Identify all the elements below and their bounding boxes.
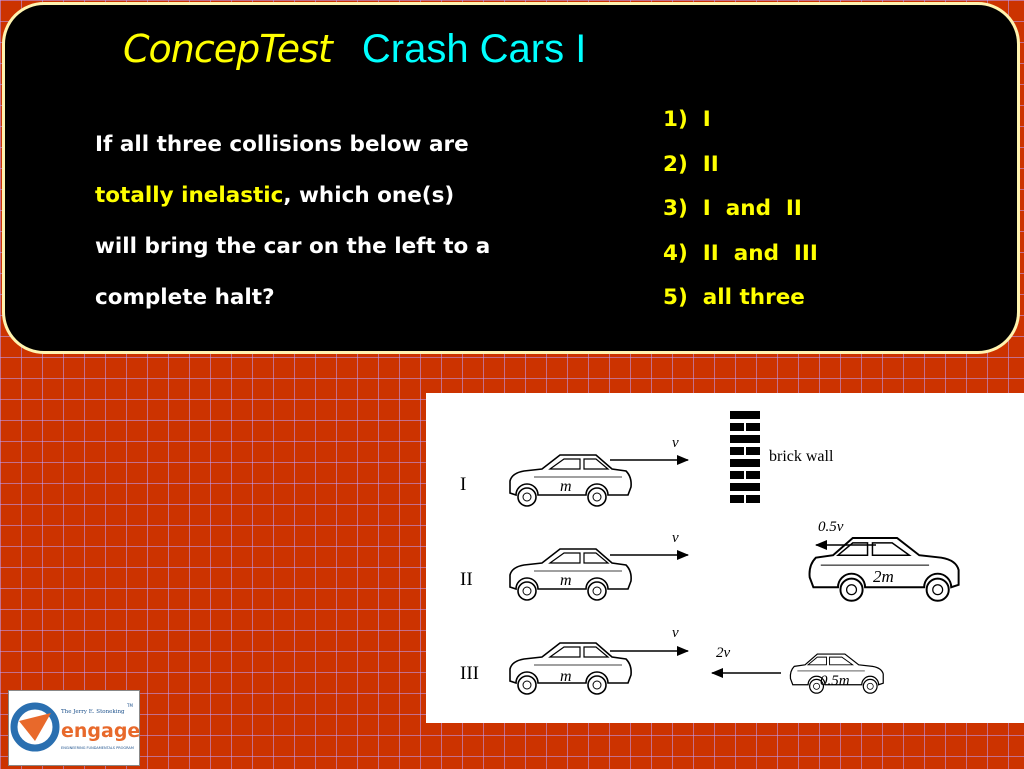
left-velocity-label: v bbox=[672, 435, 679, 451]
answer-list bbox=[663, 101, 818, 324]
answer-text: II bbox=[702, 151, 719, 177]
answer-text: all three bbox=[702, 285, 805, 310]
title-topic: Crash Cars I bbox=[361, 27, 587, 71]
answer-option[interactable] bbox=[663, 146, 818, 191]
left-velocity-label: v bbox=[672, 530, 679, 546]
engage-logo-svg bbox=[9, 691, 139, 765]
left-mass-label: m bbox=[560, 572, 572, 589]
right-mass-label: 2m bbox=[873, 567, 894, 586]
logo-tm: TM bbox=[127, 703, 133, 708]
engage-logo bbox=[8, 690, 140, 766]
answer-option[interactable] bbox=[663, 101, 818, 146]
answer-option[interactable] bbox=[663, 279, 818, 324]
collision-diagram-svg bbox=[426, 393, 1024, 723]
question-before: If all three collisions below are bbox=[95, 132, 469, 157]
right-mass-label: 0.5m bbox=[820, 673, 850, 689]
answer-option[interactable] bbox=[663, 190, 818, 235]
logo-brand: engage bbox=[61, 720, 139, 742]
answer-number: 5) bbox=[663, 285, 688, 310]
right-velocity-label: 2v bbox=[716, 645, 731, 661]
row-label: III bbox=[460, 663, 479, 684]
row-label: I bbox=[460, 474, 467, 495]
left-velocity-label: v bbox=[672, 625, 679, 641]
question-panel bbox=[2, 2, 1020, 354]
answer-option[interactable] bbox=[663, 235, 818, 280]
title-concept: ConcepTest bbox=[123, 27, 332, 71]
question-after: , which one(s) will bring the car on the left to a complete halt? bbox=[95, 183, 491, 310]
collision-diagram bbox=[426, 393, 1024, 723]
answer-number: 3) bbox=[663, 196, 688, 221]
brick-wall-label: brick wall bbox=[769, 448, 834, 465]
question-highlight: totally inelastic bbox=[95, 183, 284, 208]
slide-title bbox=[123, 27, 586, 72]
answer-number: 4) bbox=[663, 240, 688, 266]
question-text bbox=[95, 119, 495, 323]
logo-line1: The Jerry E. Stoneking bbox=[61, 709, 125, 715]
answer-number: 1) bbox=[663, 107, 688, 132]
row-label: II bbox=[460, 569, 473, 590]
right-velocity-label: 0.5v bbox=[818, 519, 844, 535]
answer-number: 2) bbox=[663, 151, 688, 177]
logo-tagline: ENGINEERING FUNDAMENTALS PROGRAM bbox=[61, 746, 134, 750]
answer-text: II and III bbox=[702, 240, 818, 266]
left-mass-label: m bbox=[560, 478, 572, 495]
answer-text: I bbox=[702, 107, 711, 132]
left-mass-label: m bbox=[560, 668, 572, 685]
answer-text: I and II bbox=[702, 196, 802, 221]
brick-wall-icon bbox=[730, 411, 760, 503]
